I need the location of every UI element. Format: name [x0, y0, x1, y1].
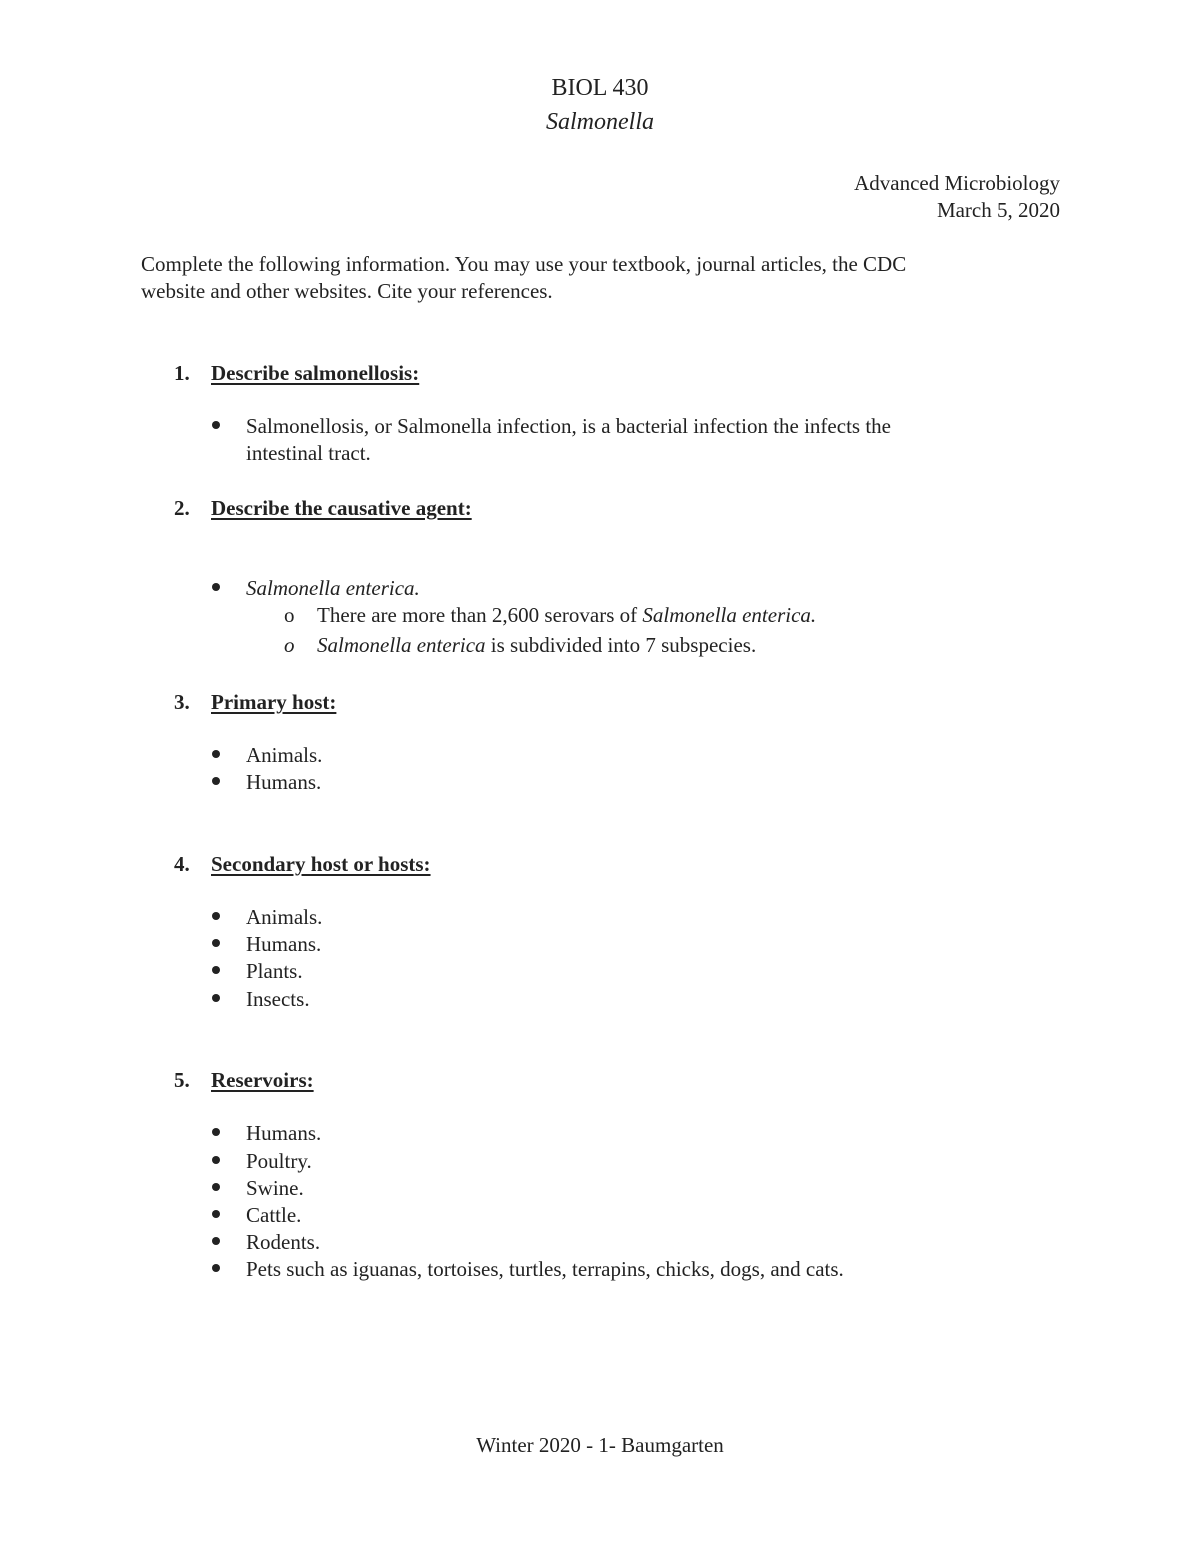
question-heading-1: Describe salmonellosis: — [211, 361, 420, 385]
bullet-icon — [212, 1156, 220, 1164]
bullet-icon — [212, 1210, 220, 1218]
bullet-icon — [212, 421, 220, 429]
answer-4-item-4: Insects. — [246, 987, 310, 1011]
answer-5-item-6: Pets such as iguanas, tortoises, turtles, terrapins, chicks, dogs, and cats. — [246, 1257, 844, 1281]
question-number-2: 2. — [174, 496, 190, 520]
topic-subtitle: Salmonella — [546, 109, 654, 135]
sub-bullet-icon: o — [284, 603, 295, 627]
answer-2-subitem-2: Salmonella enterica is subdivided into 7 subspecies. — [317, 633, 757, 657]
assignment-date: March 5, 2020 — [936, 198, 1060, 222]
page-footer: Winter 2020 - 1- Baumgarten — [476, 1433, 724, 1457]
question-number-4: 4. — [174, 852, 190, 876]
question-number-5: 5. — [174, 1068, 190, 1092]
answer-3-item-1: Animals. — [246, 743, 323, 767]
question-number-1: 1. — [174, 361, 190, 385]
question-heading-4: Secondary host or hosts: — [211, 852, 431, 876]
bullet-icon — [212, 750, 220, 758]
answer-1-line-1: Salmonellosis, or Salmonella infection, is a bacterial infection the infects the — [246, 414, 891, 438]
instructions — [141, 251, 1041, 305]
bullet-icon — [212, 939, 220, 947]
question-heading-3: Primary host: — [211, 690, 337, 714]
course-title: BIOL 430 — [551, 75, 649, 101]
answer-5-item-3: Swine. — [246, 1176, 304, 1200]
bullet-icon — [212, 966, 220, 974]
answer-4-item-2: Humans. — [246, 932, 322, 956]
answer-4-item-1: Animals. — [246, 905, 323, 929]
answer-5-item-4: Cattle. — [246, 1203, 302, 1227]
answer-3-item-2: Humans. — [246, 770, 322, 794]
bullet-icon — [212, 583, 220, 591]
answer-5-item-5: Rodents. — [246, 1230, 321, 1254]
answer-1-line-2: intestinal tract. — [246, 441, 371, 465]
answer-5-item-2: Poultry. — [246, 1149, 312, 1173]
bullet-icon — [212, 1237, 220, 1245]
bullet-icon — [212, 777, 220, 785]
bullet-icon — [212, 994, 220, 1002]
bullet-icon — [212, 1128, 220, 1136]
class-name: Advanced Microbiology — [854, 171, 1060, 195]
bullet-icon — [212, 912, 220, 920]
answer-2-item-1: Salmonella enterica. — [246, 576, 420, 600]
bullet-icon — [212, 1264, 220, 1272]
sub-bullet-icon: o — [284, 633, 295, 657]
answer-4-item-3: Plants. — [246, 959, 303, 983]
instructions-line-1: Complete the following information. You may use your textbook, journal articles, the CDC — [141, 252, 907, 276]
answer-2-subitem-1: There are more than 2,600 serovars of Salmonella enterica. — [317, 603, 817, 627]
question-heading-2: Describe the causative agent: — [211, 496, 472, 520]
answer-5-item-1: Humans. — [246, 1121, 322, 1145]
instructions-line-2: website and other websites. Cite your references. — [141, 279, 553, 303]
question-number-3: 3. — [174, 690, 190, 714]
bullet-icon — [212, 1183, 220, 1191]
question-heading-5: Reservoirs: — [211, 1068, 314, 1092]
